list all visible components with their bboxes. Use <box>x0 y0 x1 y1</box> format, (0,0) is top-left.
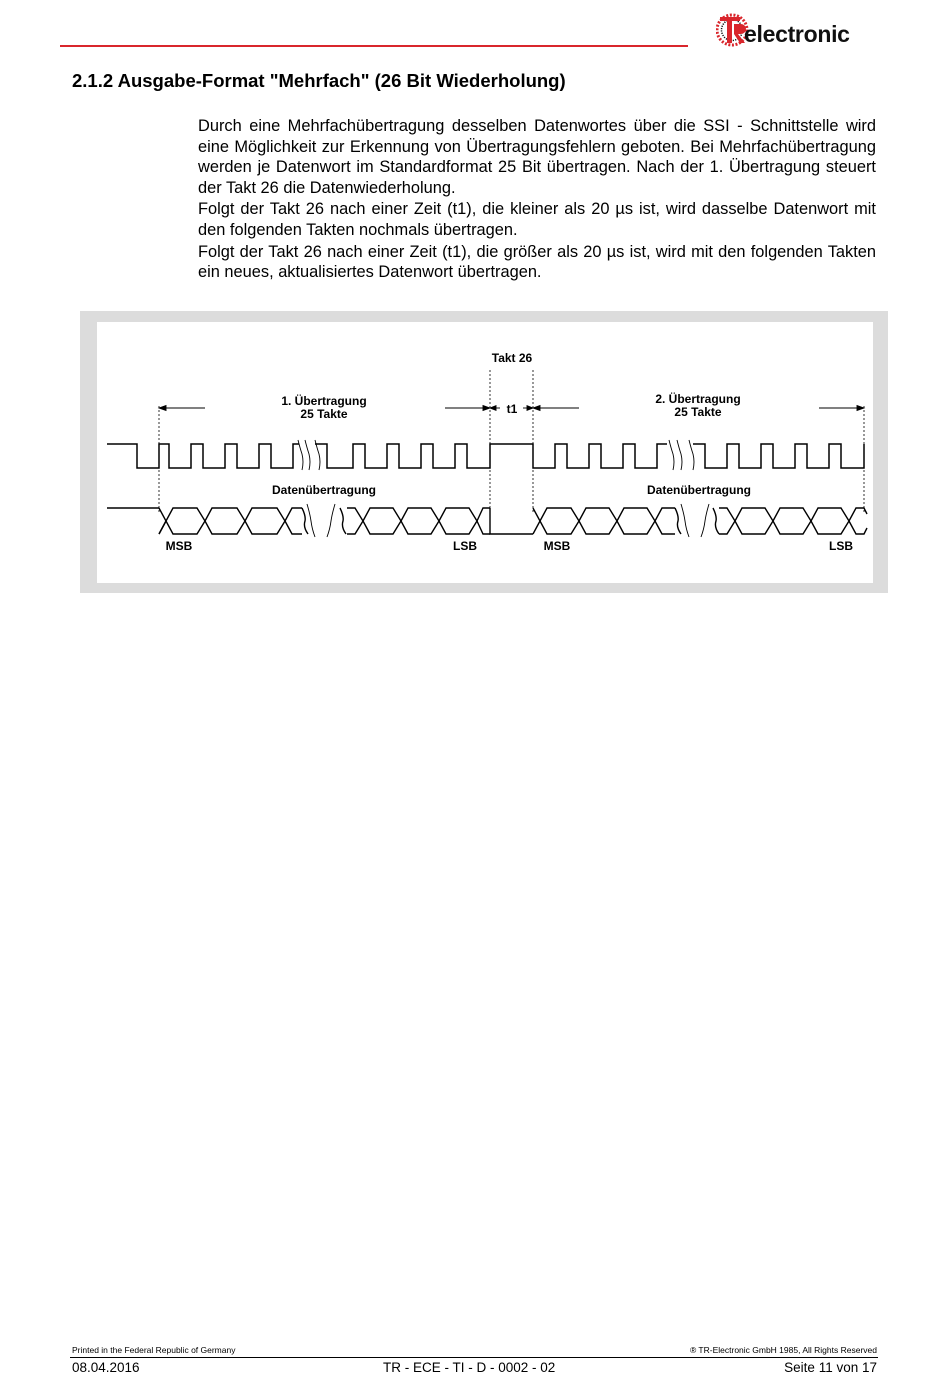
clock-signal <box>107 444 864 468</box>
footer-copyright: ® TR-Electronic GmbH 1985, All Rights Reserved <box>689 1345 877 1355</box>
timing-diagram-frame <box>80 311 888 593</box>
header-rule <box>60 45 688 47</box>
timing-diagram <box>97 322 873 583</box>
second-transfer-count: 25 Takte <box>674 405 722 419</box>
timing-diagram-svg <box>97 322 873 583</box>
footer-rule <box>70 1357 878 1358</box>
msb-label-left: MSB <box>165 539 193 553</box>
section-title: 2.1.2 Ausgabe-Format "Mehrfach" (26 Bit Wiederholung) <box>72 70 566 91</box>
data-signal <box>107 508 867 534</box>
second-transfer-label: 2. Übertragung <box>655 392 741 406</box>
data-transfer-label-right: Datenübertragung <box>646 483 752 497</box>
lsb-label-left: LSB <box>453 539 477 553</box>
footer-printed-note: Printed in the Federal Republic of Germany <box>72 1345 236 1355</box>
footer-date: 08.04.2016 <box>72 1360 140 1375</box>
data-transfer-label-left: Datenübertragung <box>271 483 377 497</box>
first-transfer-count: 25 Takte <box>300 407 348 421</box>
msb-label-right: MSB <box>543 539 571 553</box>
first-transfer-label: 1. Übertragung <box>281 394 367 408</box>
footer-page-number: Seite 11 von 17 <box>784 1360 877 1375</box>
guide-lines <box>159 370 864 514</box>
lsb-label-right: LSB <box>829 539 853 553</box>
paragraph: Folgt der Takt 26 nach einer Zeit (t1), die größer als 20 µs ist, wird mit den folgenden Takten ein neues, aktualisiertes Datenwort übertragen. <box>198 242 876 282</box>
t1-label: t1 <box>506 402 518 416</box>
logo-wordmark: electronic <box>744 21 850 47</box>
paragraph: Durch eine Mehrfachübertragung desselben Datenwortes über die SSI - Schnittstelle wird eine Möglichkeit zur Erkennung von Übertragungsfehlern geboten. Bei Mehrfachübertragung werden je Datenwort im Standardformat 25 Bit übertragen. Nach der 1. Übertragung steuert der Takt 26 die Datenwiederholung. <box>198 117 876 197</box>
body-text <box>198 116 876 284</box>
takt26-label: Takt 26 <box>491 351 533 365</box>
paragraph: Folgt der Takt 26 nach einer Zeit (t1), die kleiner als 20 µs ist, wird dasselbe Datenwort mit den folgenden Takten nochmals übertragen. <box>198 200 876 239</box>
footer-document-id: TR - ECE - TI - D - 0002 - 02 <box>383 1360 556 1375</box>
